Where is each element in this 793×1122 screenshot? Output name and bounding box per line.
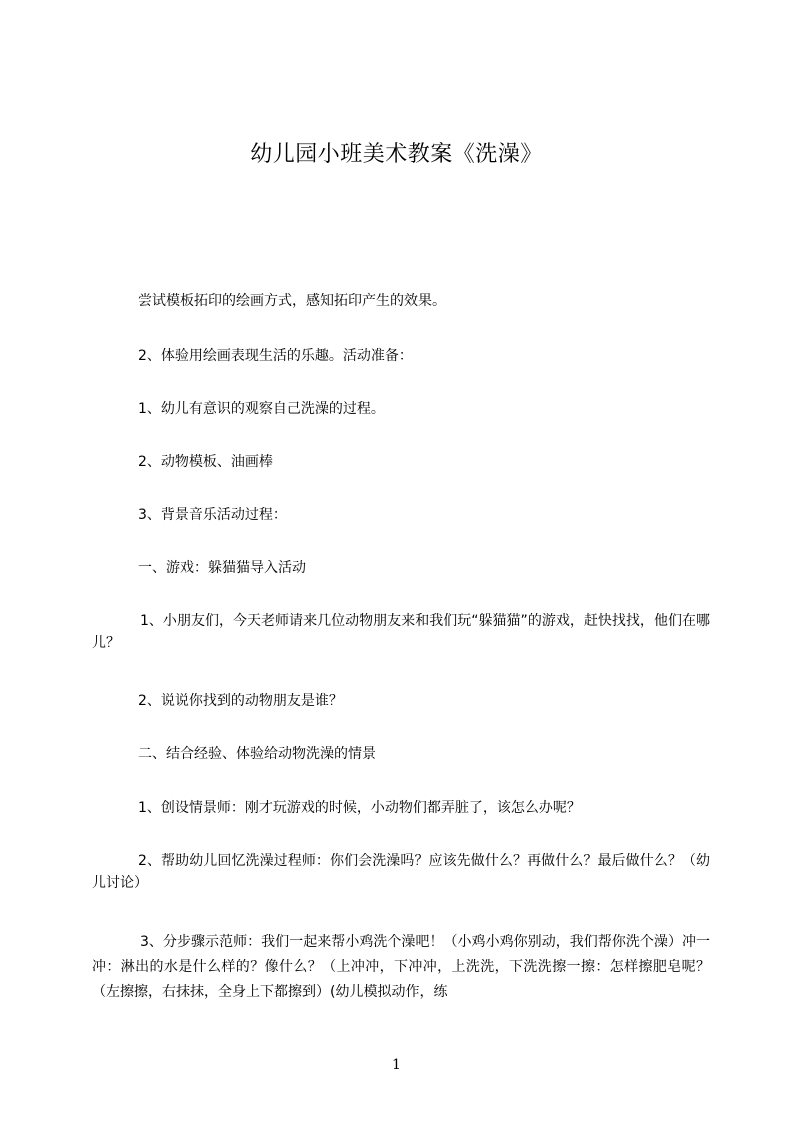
paragraph-step-1-1: 1、小朋友们，今天老师请来几位动物朋友来和我们玩“躲猫猫”的游戏，赶快找找，他们在哪儿？ bbox=[92, 613, 710, 651]
paragraph-goal: 尝试模板拓印的绘画方式，感知拓印产生的效果。 bbox=[138, 293, 446, 309]
paragraph-prep-2: 2、动物模板、油画棒 bbox=[138, 454, 273, 470]
page-number: 1 bbox=[392, 1057, 401, 1073]
section-heading-1: 一、游戏：躲猫猫导入活动 bbox=[138, 560, 306, 576]
section-heading-2: 二、结合经验、体验给动物洗澡的情景 bbox=[138, 746, 376, 762]
paragraph-step-2-1: 1、创设情景师：刚才玩游戏的时候，小动物们都弄脏了，该怎么办呢？ bbox=[138, 800, 581, 816]
document-title: 幼儿园小班美术教案《洗澡》 bbox=[250, 142, 543, 167]
paragraph-prep-1: 1、幼儿有意识的观察自己洗澡的过程。 bbox=[138, 401, 385, 417]
paragraph-step-2-2: 2、帮助幼儿回忆洗澡过程师：你们会洗澡吗？应该先做什么？再做什么？最后做什么？（幼儿讨论） bbox=[92, 853, 710, 891]
paragraph-goal-2: 2、体验用绘画表现生活的乐趣。活动准备： bbox=[138, 348, 413, 364]
paragraph-step-1-2: 2、说说你找到的动物朋友是谁？ bbox=[138, 693, 343, 709]
paragraph-prep-3: 3、背景音乐活动过程： bbox=[138, 507, 287, 523]
paragraph-step-2-3: 3、分步骤示范师：我们一起来帮小鸡洗个澡吧！（小鸡小鸡你别动，我们帮你洗个澡）冲一冲：淋出的水是什么样的？像什么？（上冲冲，下冲冲，上洗洗，下洗洗擦一擦：怎样擦肥皂呢？（左擦擦，右抹抹，全身上下都擦到）(幼儿模拟动作，练 bbox=[92, 934, 710, 1000]
